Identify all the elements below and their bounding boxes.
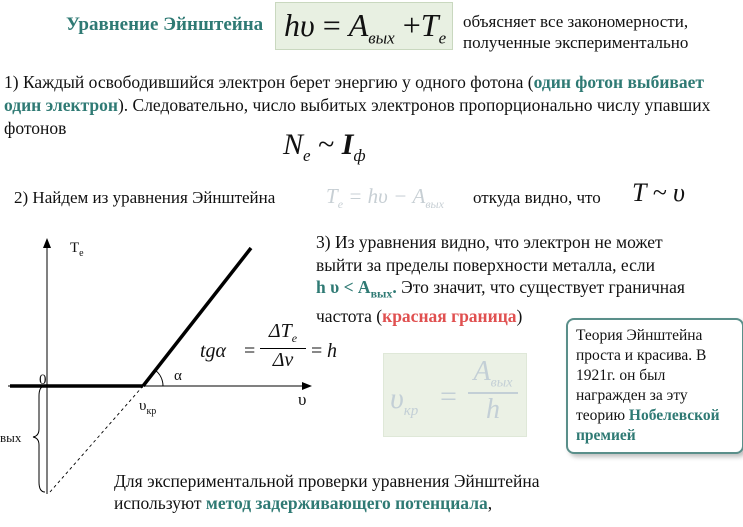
point-2: 2) Найдем из уравнения Эйнштейна — [14, 188, 276, 207]
t-proportional-nu: T ~ υ — [632, 178, 685, 207]
y-axis-arrow — [43, 238, 51, 248]
a-vyh-label: вых — [0, 430, 22, 445]
faded-formula-te: $T_e = h\upsilon - A_{вых}$ — [326, 184, 444, 212]
nu-kr-formula: $\upsilon_{кр}$ = $A_{вых}$ h — [383, 353, 527, 437]
footer-text: Для экспериментальной проверки уравнения Эйнштейна используют метод задерживающего потенциала, — [114, 471, 540, 513]
y-axis-label: $T_e$ — [70, 240, 84, 259]
x-axis-label: υ — [298, 390, 307, 409]
nu-cr-label: $\upsilon_{кр}$ — [139, 398, 157, 417]
einstein-equation: $h\upsilon = A_{вых} +T_e$ — [275, 2, 453, 50]
alpha-arc — [155, 370, 163, 386]
point-1: 1) Каждый освободившийся электрон берет энергию у одного фотона (один фотон выбивает один электрон). Следовательно, число выбитых электронов пропорционально числу упавших фотонов — [4, 72, 711, 138]
alpha-label: α — [174, 368, 182, 384]
ne-proportional-if: $N_e$ ~ $I_ф$ — [283, 128, 366, 165]
te-line — [143, 248, 251, 386]
page-title: Уравнение Эйнштейна — [66, 14, 264, 35]
x-axis-arrow — [302, 382, 312, 390]
nobel-callout: Теория Эйнштейна проста и красива. В 1921г. он был награжден за эту теорию Нобелевской премией — [566, 318, 743, 454]
left-brace — [33, 386, 45, 492]
header-description: объясняет все закономерности, полученные экспериментально — [463, 12, 689, 52]
point-3: 3) Из уравнения видно, что электрон не может выйти за пределы поверхности металла, если h $\upsilon < A_{вых}$. Это значит, что существует граничная частота (красная граница) — [316, 232, 685, 326]
origin-label: 0 — [39, 372, 47, 388]
point-2-after: откуда видно, что — [473, 188, 601, 207]
